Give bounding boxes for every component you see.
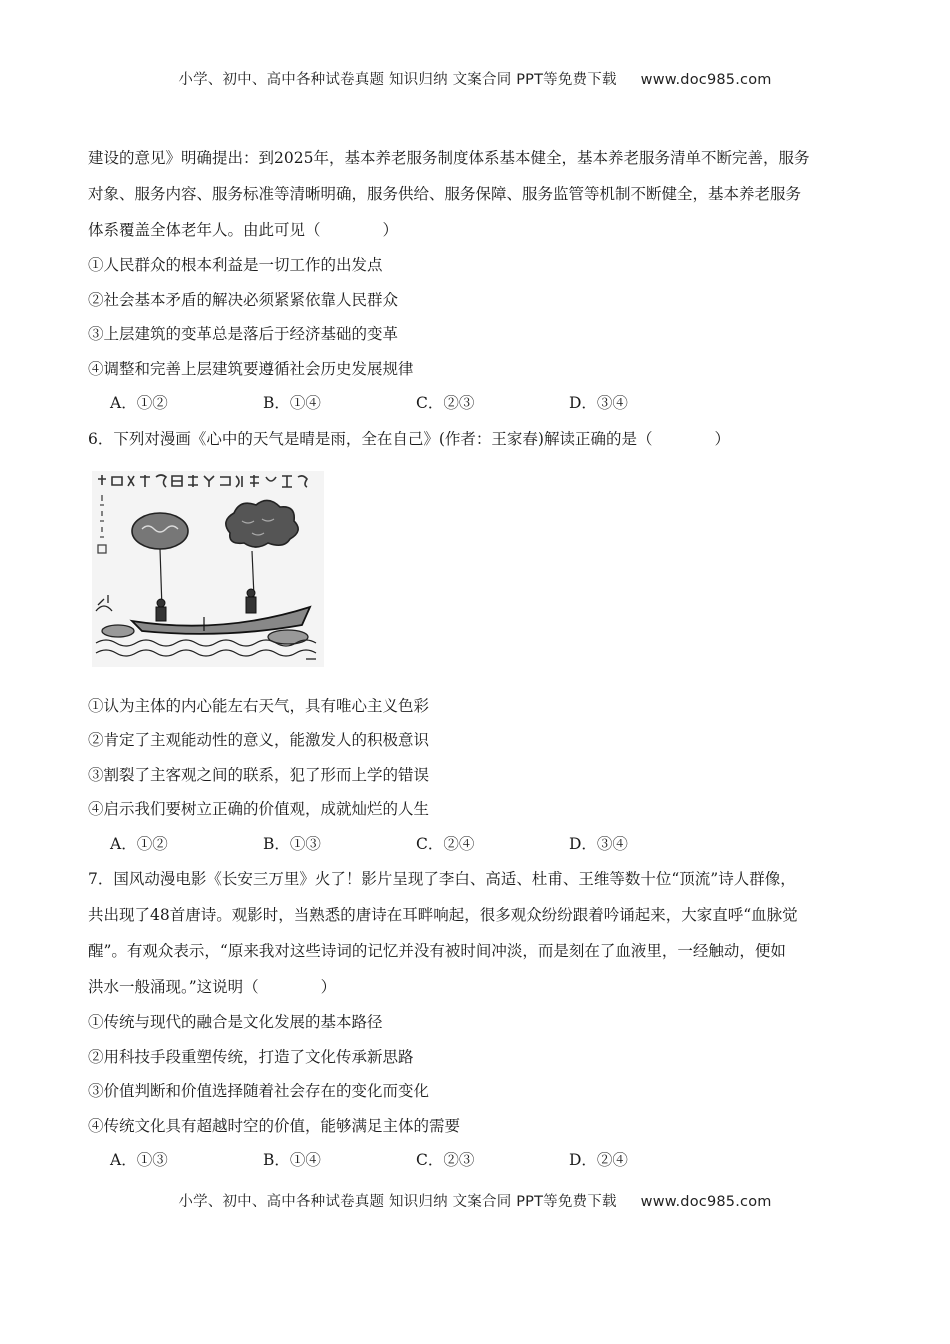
q7-item-4: ④传统文化具有超越时空的价值，能够满足主体的需要 [88, 1116, 461, 1135]
top-banner [0, 68, 950, 89]
q7-option-a[interactable]: A．①③ [110, 1151, 168, 1169]
q5-item-4: ④调整和完善上层建筑要遵循社会历史发展规律 [88, 359, 414, 378]
q6-stem: 6．下列对漫画《心中的天气是晴是雨，全在自己》(作者：王家春)解读正确的是（ ） [88, 429, 730, 448]
question-6 [88, 421, 868, 862]
q6-option-a[interactable]: A．①② [110, 834, 168, 853]
q7-item-3: ③价值判断和价值选择随着社会存在的变化而变化 [88, 1082, 430, 1100]
footer-banner-site[interactable]: www.doc985.com [640, 1194, 772, 1210]
q5-option-b[interactable]: B．①④ [263, 394, 321, 412]
q5-item-1: ①人民群众的根本利益是一切工作的出发点 [88, 256, 383, 274]
question-7 [88, 861, 868, 1178]
q5-item-2: ②社会基本矛盾的解决必须紧紧依靠人民群众 [88, 290, 399, 309]
q6-item-3: ③割裂了主客观之间的联系，犯了形而上学的错误 [88, 765, 430, 784]
q6-item-2: ②肯定了主观能动性的意义，能激发人的积极意识 [88, 731, 430, 749]
q5-line-2: 对象、服务内容、服务标准等清晰明确，服务供给、服务保障、服务监管等机制不断健全，基本养老服务 [88, 185, 802, 203]
q7-item-2: ②用科技手段重塑传统，打造了文化传承新思路 [88, 1047, 414, 1066]
q7-line-2: 共出现了48首唐诗。观影时，当熟悉的唐诗在耳畔响起，很多观众纷纷跟着吟诵起来，大家直呼“血脉觉 [88, 906, 798, 924]
comic-image [92, 471, 324, 667]
q5-item-3: ③上层建筑的变革总是落后于经济基础的变革 [88, 325, 399, 343]
q6-option-d[interactable]: D．③④ [569, 834, 628, 853]
q6-options [88, 827, 868, 862]
q6-item-1: ①认为主体的内心能左右天气，具有唯心主义色彩 [88, 696, 430, 715]
q5-line-1: 建设的意见》明确提出：到2025年，基本养老服务制度体系基本健全，基本养老服务清单不断完善，服务 [88, 149, 810, 167]
q7-options [88, 1143, 868, 1178]
q5-option-c[interactable]: C．②③ [416, 394, 475, 412]
exam-content [88, 140, 868, 1178]
q7-line-1: 7．国风动漫电影《长安三万里》火了！影片呈现了李白、高适、杜甫、王维等数十位“顶流”诗人群像， [88, 870, 796, 888]
question-5 [88, 140, 868, 421]
q6-option-c[interactable]: C．②④ [416, 834, 475, 853]
q7-option-c[interactable]: C．②③ [416, 1151, 475, 1169]
q7-option-b[interactable]: B．①④ [263, 1151, 321, 1169]
footer-banner-text: 小学、初中、高中各种试卷真题 知识归纳 文案合同 PPT等免费下载 [178, 1194, 617, 1210]
q7-option-d[interactable]: D．②④ [569, 1151, 628, 1169]
bottom-banner [0, 1190, 950, 1211]
q6-item-4: ④启示我们要树立正确的价值观，成就灿烂的人生 [88, 800, 430, 818]
banner-text: 小学、初中、高中各种试卷真题 知识归纳 文案合同 PPT等免费下载 [178, 72, 617, 88]
q7-item-1: ①传统与现代的融合是文化发展的基本路径 [88, 1013, 383, 1031]
q6-option-b[interactable]: B．①③ [263, 834, 321, 853]
q5-option-d[interactable]: D．③④ [569, 394, 628, 412]
q7-line-3: 醒”。有观众表示，“原来我对这些诗词的记忆并没有被时间冲淡，而是刻在了血液里，一经触动，便如 [88, 942, 786, 960]
q7-line-4: 洪水一般涌现。”这说明（ ） [88, 978, 337, 996]
banner-site[interactable]: www.doc985.com [640, 72, 772, 88]
q5-option-a[interactable]: A．①② [110, 394, 168, 412]
q5-line-3: 体系覆盖全体老年人。由此可见（ ） [88, 221, 399, 239]
q5-options [88, 386, 868, 421]
